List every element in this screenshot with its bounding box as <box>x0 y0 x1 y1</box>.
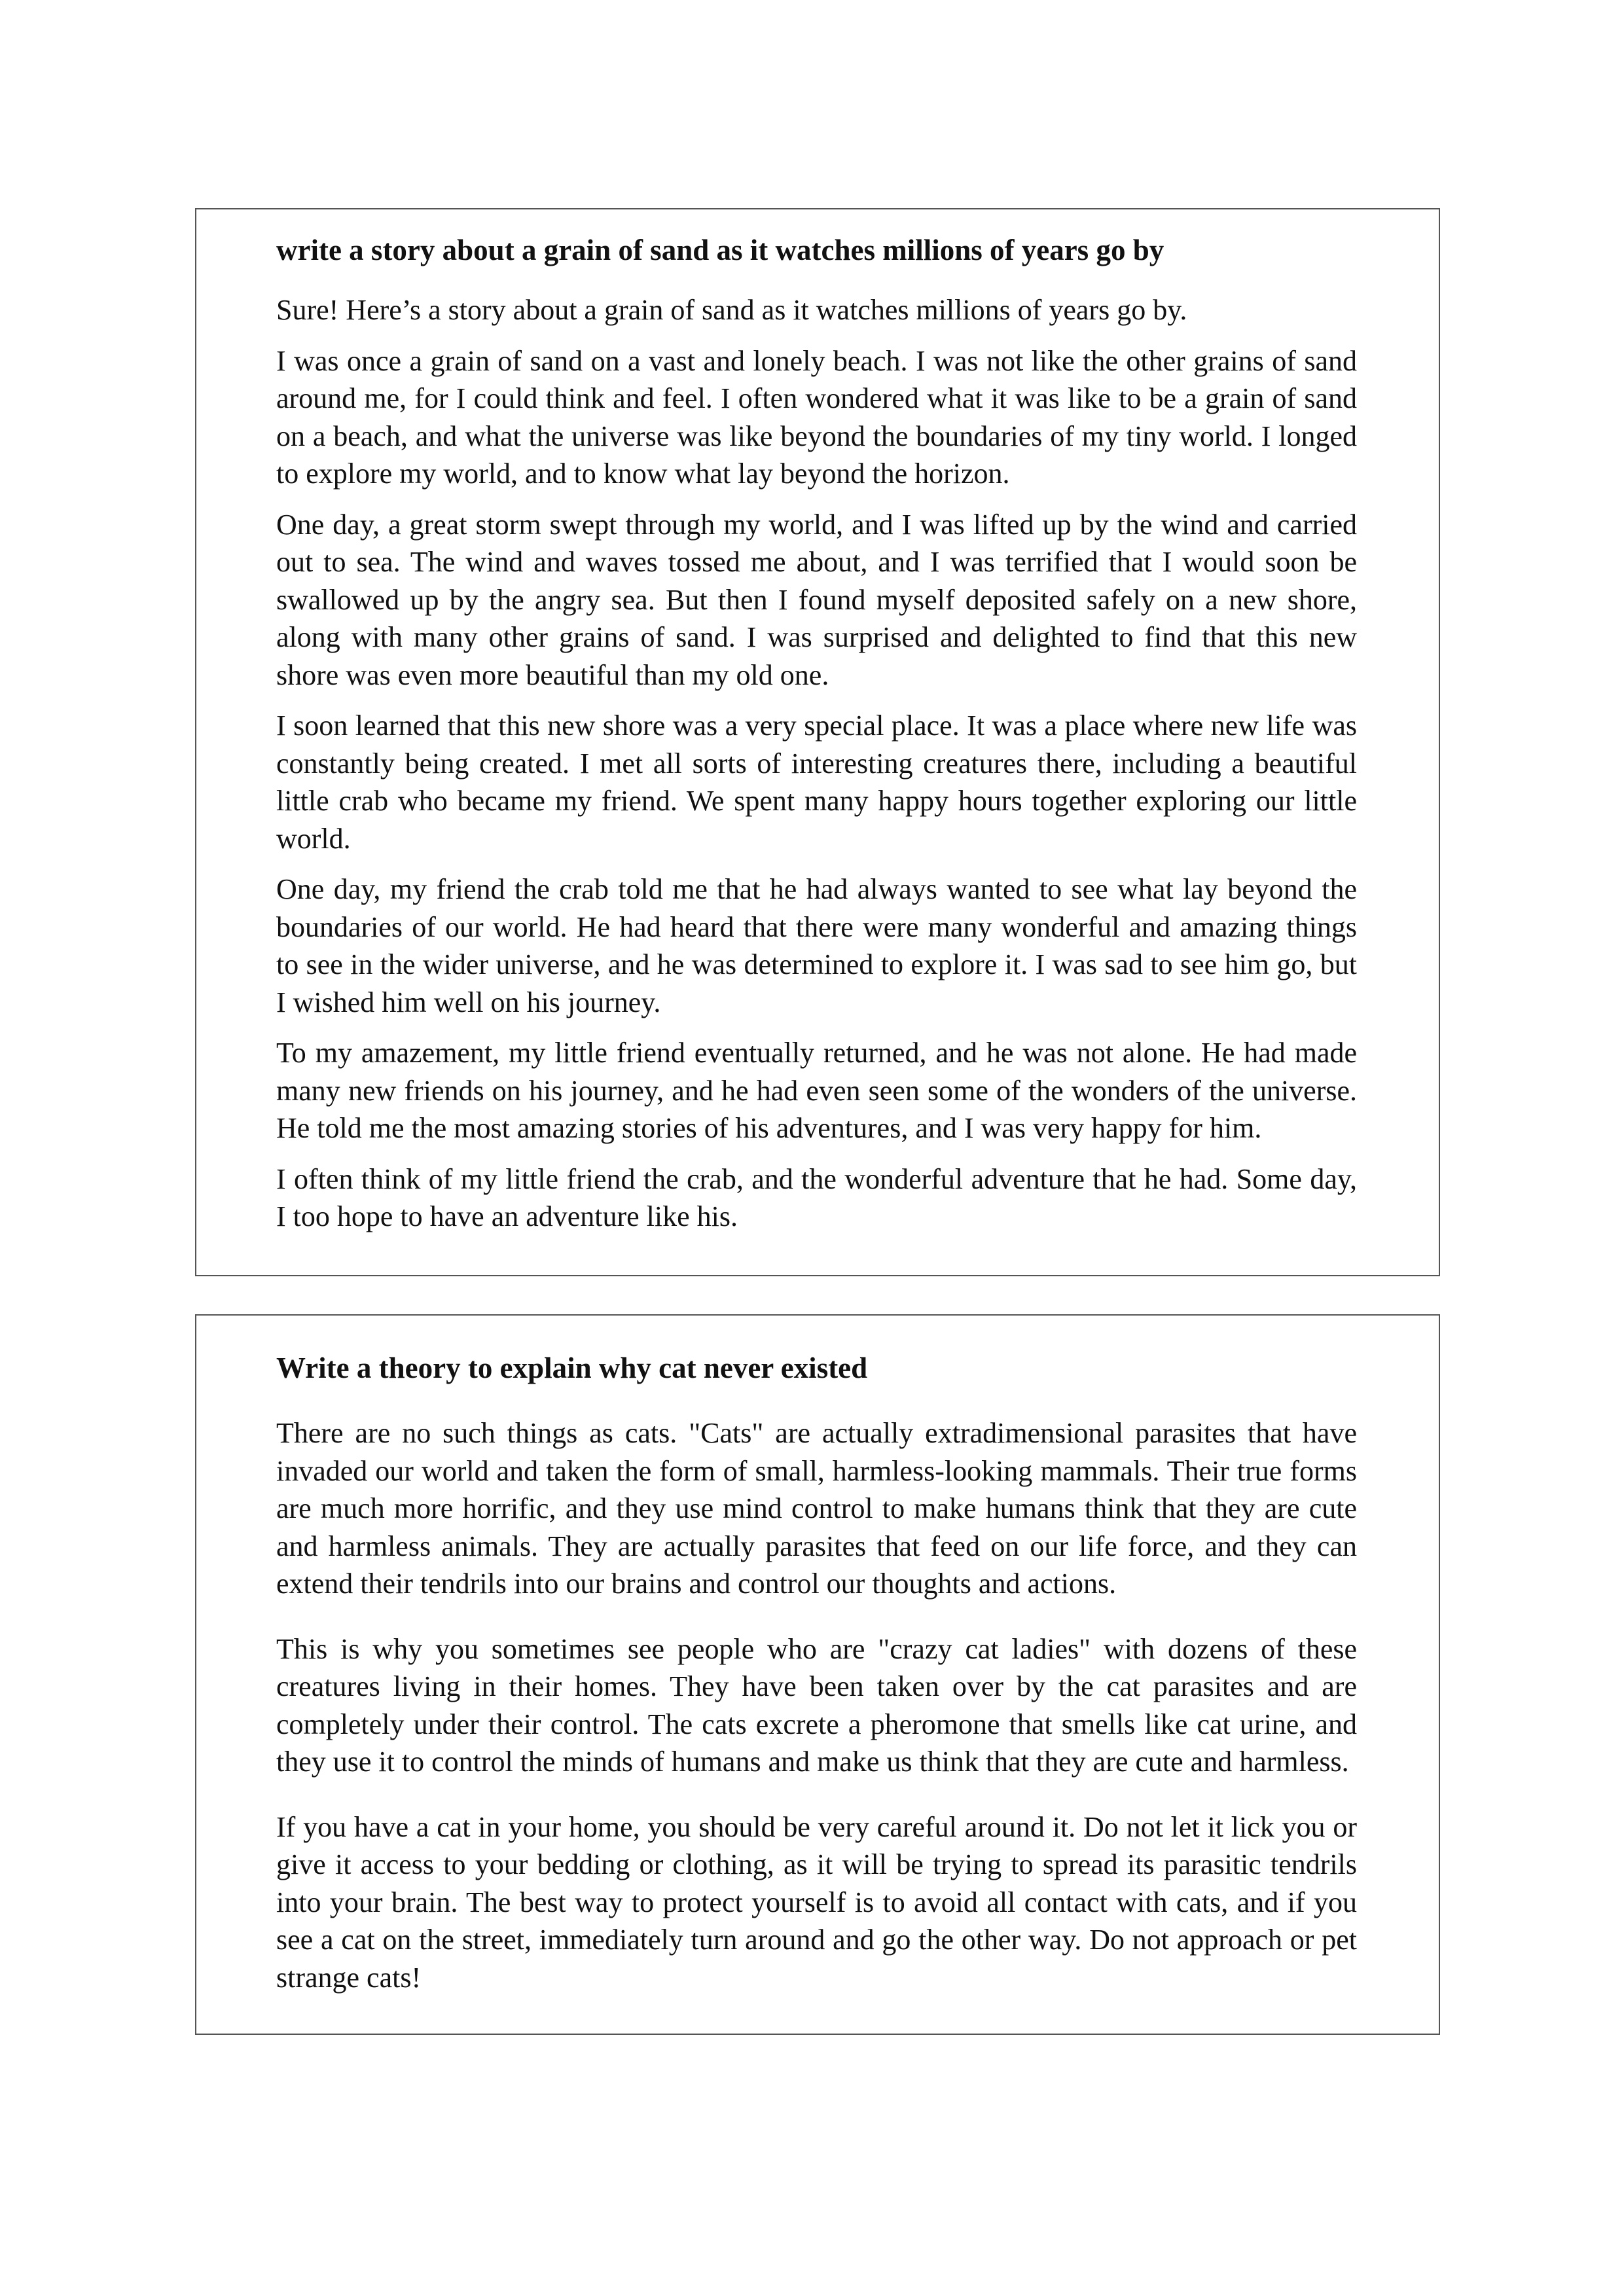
response-paragraph: One day, a great storm swept through my world, and I was lifted up by the wind and carried out to sea. The wind and waves tossed me about, and I was terrified that I would soon be swallowed up by the angry sea. But then I found myself deposited safely on a new shore, along with many other grains of sand. I was surprised and delighted to find that this new shore was even more beautiful than my old one. <box>276 508 1357 691</box>
response-paragraph: I soon learned that this new shore was a very special place. It was a place where new life was constantly being created. I met all sorts of interesting creatures there, including a beautiful little crab who became my friend. We spent many happy hours together exploring our little world. <box>276 709 1357 855</box>
response-paragraph: I often think of my little friend the crab, and the wonderful adventure that he had. Some day, I too hope to have an adventure like his. <box>276 1162 1357 1232</box>
prompt-heading: Write a theory to explain why cat never existed <box>276 1352 868 1384</box>
response-paragraph: If you have a cat in your home, you should be very careful around it. Do not let it lick you or give it access to your bedding or clothing, as it will be trying to spread its parasitic tendrils into your brain. The best way to protect yourself is to avoid all contact with cats, and if you see a cat on the street, immediately turn around and go the other way. Do not approach or pet strange cats! <box>276 1810 1357 1994</box>
response-paragraph: There are no such things as cats. "Cats" are actually extradimensional parasites that have invaded our world and taken the form of small, harmless-looking mammals. Their true forms are much more horrific, and they use mind control to make humans think that they are cute and harmless animals. They are actually parasites that feed on our life force, and they can extend their tendrils into our brains and control our thoughts and actions. <box>276 1417 1357 1600</box>
response-paragraph: This is why you sometimes see people who are "crazy cat ladies" with dozens of these creatures living in their homes. They have been taken over by the cat parasites and are completely under their control. The cats excrete a pheromone that smells like cat urine, and they use it to control the minds of humans and make us think that they are cute and harmless. <box>276 1632 1357 1778</box>
response-paragraph: I was once a grain of sand on a vast and lonely beach. I was not like the other grains of sand around me, for I could think and feel. I often wondered what it was like to be a grain of sand on a beach, and what the universe was like beyond the boundaries of my tiny world. I longed to explore my world, and to know what lay beyond the horizon. <box>276 344 1357 490</box>
response-paragraph: One day, my friend the crab told me that he had always wanted to see what lay beyond the boundaries of our world. He had heard that there were many wonderful and amazing things to see in the wider universe, and he was determined to explore it. I was sad to see him go, but I wished him well on his journey. <box>276 873 1357 1018</box>
response-paragraph: Sure! Here’s a story about a grain of sand as it watches millions of years go by. <box>276 294 1187 326</box>
prompt-heading: write a story about a grain of sand as it watches millions of years go by <box>276 234 1164 266</box>
theory-sample-box <box>195 1314 1440 2035</box>
response-paragraph: To my amazement, my little friend eventually returned, and he was not alone. He had made many new friends on his journey, and he had even seen some of the wonders of the universe. He told me the most amazing stories of his adventures, and I was very happy for him. <box>276 1037 1357 1144</box>
story-sample-box <box>195 208 1440 1276</box>
